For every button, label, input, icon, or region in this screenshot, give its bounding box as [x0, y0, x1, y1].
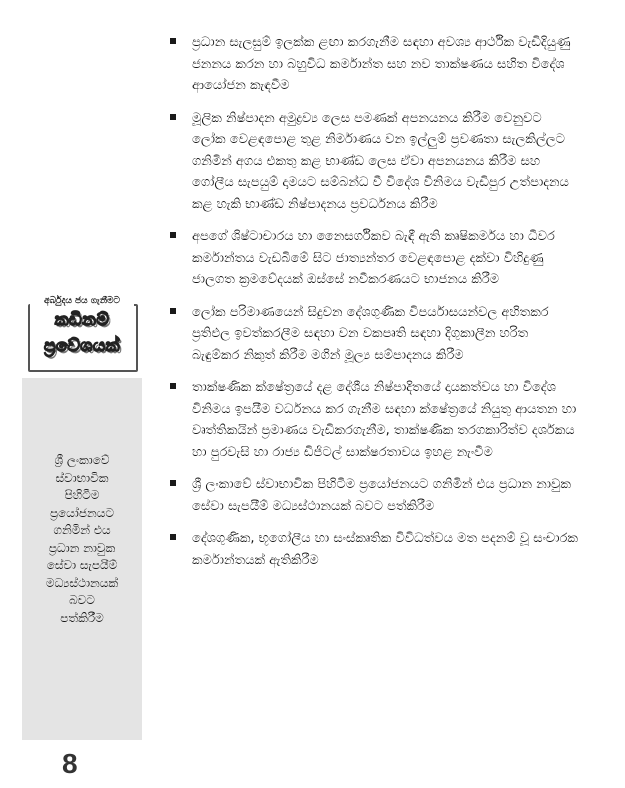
- sidebar: [22, 286, 142, 625]
- square-bullet-icon: [170, 308, 176, 314]
- square-bullet-icon: [170, 232, 176, 238]
- page-number: 8: [62, 748, 78, 779]
- side-panel: [22, 378, 142, 740]
- objectives-list: [168, 32, 578, 582]
- square-bullet-icon: [170, 383, 176, 389]
- logo-line-2: ප්‍රවේශයක්: [44, 336, 120, 356]
- campaign-logo: [22, 286, 142, 378]
- list-item-text: දේශගුණික, භූගෝලීය හා සංස්කෘතික විවිධත්වය මත පදනම් වූ සංචාරක කර්මාන්තයක් ඇතිකිරීම: [192, 531, 578, 568]
- list-item: [168, 528, 578, 571]
- square-bullet-icon: [170, 38, 176, 44]
- list-item-text: ප්‍රධාන සැලසුම් ඉලක්ක ළඟා කරගැනීම සඳහා අවශ්‍ය ආර්ථික වැඩිදියුණු ජනනය කරන හා බහුවිධ කර්මාන්ත සහ නව තාක්ෂණය සහිත විදේශ ආයෝජන කැඳවීම: [192, 35, 571, 93]
- list-item-text: අපගේ ශිෂ්ටාචාරය හා නෛසර්ගිකව බැඳී ඇති කෘෂිකර්මය හා ධීවර කර්මාන්තය වැඩබිමේ සිට ජාත්‍යන්තර වෙළඳපොළ දක්වා විහිදුණු ජාලගත ක්‍රමවේදයක් ඔස්සේ නවීකරණයට භාජනය කිරීම: [192, 229, 555, 287]
- square-bullet-icon: [170, 534, 176, 540]
- list-item-text: තාක්ෂණික ක්ෂේත්‍රයේ දළ දේශීය නිෂ්පාදිතයේ දායකත්වය හා විදේශ විනිමය ඉපයීම වර්ධනය කර ගැනීම සඳහා ක්ෂේත්‍රයේ නියුතු ආයතන හා වෘත්තිකයින් ප්‍රමාණය වැඩිකරගැනීම, තාක්ෂණික තරගකාරිත්ව දර්ශකය හා පුරවැසි හා රාජ්‍ය ඩිජිටල් සාක්ෂරතාවය ඉහළ නැංවීම: [192, 380, 577, 460]
- list-item: [168, 302, 578, 367]
- list-item: [168, 377, 578, 463]
- list-item: [168, 474, 578, 517]
- logo-tagline: අර්බුදය ජය ගැනීමට: [30, 296, 134, 306]
- list-item-text: ශ්‍රී ලංකාවේ ස්වාභාවික පිහිටීම ප්‍රයෝජනයට ගනිමින් එය ප්‍රධාන නාවුක සේවා සැපයීම් මධ්‍යස්ථානයක් බවට පත්කිරීම: [192, 477, 571, 514]
- list-item-text: ලෝක පරිමාණයෙන් සිදුවන දේශගුණික විපර්යාසයන්වල අහිතකර ප්‍රතිඵල ඉවත්කරලීම සඳහා වන වකපෘති සඳහා දිගුකාලීන හරිත බැඳුම්කර නිකුත් කිරීම මගින් මූල්‍ය සම්පාදනය කිරීම: [192, 304, 549, 363]
- square-bullet-icon: [170, 480, 176, 486]
- side-panel-text: ශ්‍රී ලංකාවේ ස්වාභාවික පිහිටීම ප්‍රයෝජනයට ගනිමින් එය ප්‍රධාන නාවුක සේවා සැපයීම් මධ්‍යස්ථානයක් බවට පත්කිරීම: [45, 453, 119, 625]
- logo-line-1: කඩිනම්: [54, 310, 110, 330]
- list-item-text: මූලික නිෂ්පාදන අමුද්‍රව්‍ය ලෙස පමණක් අපනයනය කිරීම වෙනුවට ලෝක වෙළඳපොළ තුළ නිර්මාණය වන ඉල්ලුම් ප්‍රවණතා සැලකිල්ලට ගනිමින් අගය එකතු කළ භාණ්ඩ ලෙස ඒවා අපනයනය කිරීම සහ ගෝලීය සැපයුම් දාමයට සම්බන්ධ වී විදේශ විනිමය වැඩිපුර උත්පාදනය කළ හැකි භාණ්ඩ නිෂ්පාදනය ප්‍රවර්ධනය කිරීම: [192, 110, 569, 212]
- list-item: [168, 108, 578, 216]
- square-bullet-icon: [170, 114, 176, 120]
- list-item: [168, 226, 578, 291]
- list-item: [168, 32, 578, 97]
